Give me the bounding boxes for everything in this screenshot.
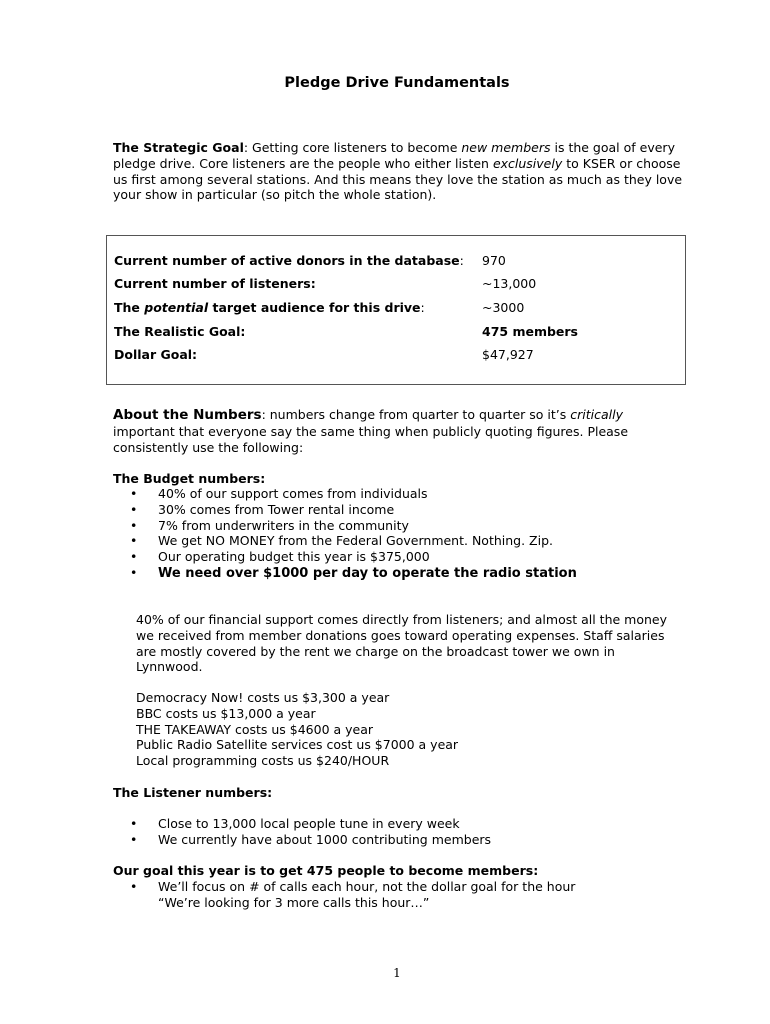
bullet-icon: • (130, 486, 138, 501)
strategic-text-2: is the goal of every pledge drive. Core listeners are the people who either listen (113, 140, 675, 171)
strategic-emphasis-1: new members (461, 140, 551, 155)
strategic-emphasis-2: exclusively (492, 155, 563, 171)
list-item (130, 816, 491, 832)
bullet-icon: • (130, 533, 138, 549)
goal-label-target-pre: The (114, 300, 145, 315)
goal-row-target-audience (114, 300, 674, 318)
bullet-icon: • (130, 831, 138, 847)
cost-line: Democracy Now! costs us $3,300 a year (136, 690, 390, 705)
about-emphasis: critically (570, 407, 624, 422)
list-item-text: We’ll focus on # of calls each hour, not the dollar goal for the hour (158, 879, 576, 894)
about-text-1: : numbers change from quarter to quarter so it’s (261, 407, 571, 422)
cost-line: Local programming costs us $240/HOUR (136, 753, 390, 769)
list-item-text: 30% comes from Tower rental income (158, 501, 395, 517)
costs-list (136, 690, 696, 769)
goal-label-target-audience (114, 300, 425, 316)
goal-label-dollar: Dollar Goal: (114, 347, 198, 362)
cost-line: Public Radio Satellite services cost us $7000 a year (136, 737, 459, 753)
financial-support-paragraph: 40% of our financial support comes directly from listeners; and almost all the money we received from member donations goes toward operating expenses. Staff salaries are mostly covered by the rent we charge on the broadcast tower we own in Lynnwood. (136, 612, 668, 675)
bullet-icon: • (130, 517, 138, 533)
list-item (130, 502, 577, 518)
goal-label-target-post: target audience for this drive (208, 300, 421, 315)
goal-row-listeners (114, 276, 674, 294)
goal-value-listeners: ~13,000 (482, 276, 537, 291)
list-item-continuation (130, 895, 575, 911)
goals-summary-box (106, 235, 686, 385)
page-title: Pledge Drive Fundamentals (284, 75, 510, 91)
list-item (130, 486, 577, 502)
goal-label-realistic: The Realistic Goal: (114, 324, 246, 339)
about-numbers-label: About the Numbers (113, 407, 262, 423)
goal-row-realistic (114, 324, 674, 342)
list-item (130, 533, 577, 549)
strategic-text-3: to KSER or choose us first among several stations. And this means they love the station as much as they love your show in particular (so pitch the whole station). (113, 155, 683, 203)
goal-row-dollar (114, 347, 674, 365)
list-item (130, 549, 577, 565)
goal-label-donors-text: Current number of active donors in the database (114, 253, 460, 268)
strategic-goal-label: The Strategic Goal (113, 140, 244, 155)
goal-value-dollar: $47,927 (482, 347, 534, 362)
goal-row-donors (114, 253, 674, 271)
yearly-goal-list (130, 879, 575, 911)
strategic-goal-paragraph (113, 140, 693, 203)
goal-label-donors-colon: : (459, 253, 464, 268)
bullet-icon: • (130, 549, 138, 565)
calls-quote: “We’re looking for 3 more calls this hour…” (158, 894, 430, 910)
list-item (130, 518, 577, 534)
yearly-goal-heading: Our goal this year is to get 475 people to become members: (113, 863, 539, 878)
goal-label-target-emphasis: potential (144, 300, 209, 315)
goal-value-target-audience: ~3000 (482, 300, 525, 315)
goal-label-listeners: Current number of listeners: (114, 276, 316, 291)
listener-list (130, 816, 491, 848)
goal-value-realistic: 475 members (482, 324, 579, 339)
list-item-text: We currently have about 1000 contributing members (158, 831, 492, 847)
goal-value-donors: 970 (482, 253, 506, 268)
budget-heading: The Budget numbers: (113, 471, 266, 486)
list-item-text: Our operating budget this year is $375,000 (158, 549, 430, 565)
budget-list (130, 486, 577, 581)
list-item-text: 40% of our support comes from individuals (158, 486, 428, 501)
list-item-text: Close to 13,000 local people tune in every week (158, 816, 460, 831)
goal-label-target-colon: : (420, 300, 425, 315)
listener-heading: The Listener numbers: (113, 785, 273, 800)
bullet-icon: • (130, 501, 138, 517)
bullet-icon: • (130, 816, 138, 831)
list-item (130, 565, 577, 581)
list-item (130, 879, 575, 895)
list-item-text: We need over $1000 per day to operate the radio station (158, 565, 577, 581)
cost-line: BBC costs us $13,000 a year (136, 705, 316, 721)
cost-line: THE TAKEAWAY costs us $4600 a year (136, 721, 374, 737)
bullet-icon: • (130, 564, 138, 580)
list-item (130, 832, 491, 848)
bullet-icon: • (130, 879, 138, 894)
about-numbers-paragraph (113, 407, 643, 455)
goal-label-donors (114, 253, 464, 269)
about-text-2: important that everyone say the same thing when publicly quoting figures. Please consistently use the following: (113, 423, 629, 455)
list-item-text: We get NO MONEY from the Federal Government. Nothing. Zip. (158, 533, 553, 549)
strategic-text-1: : Getting core listeners to become (243, 140, 462, 155)
page-number: 1 (393, 966, 401, 980)
list-item-text: 7% from underwriters in the community (158, 517, 409, 533)
